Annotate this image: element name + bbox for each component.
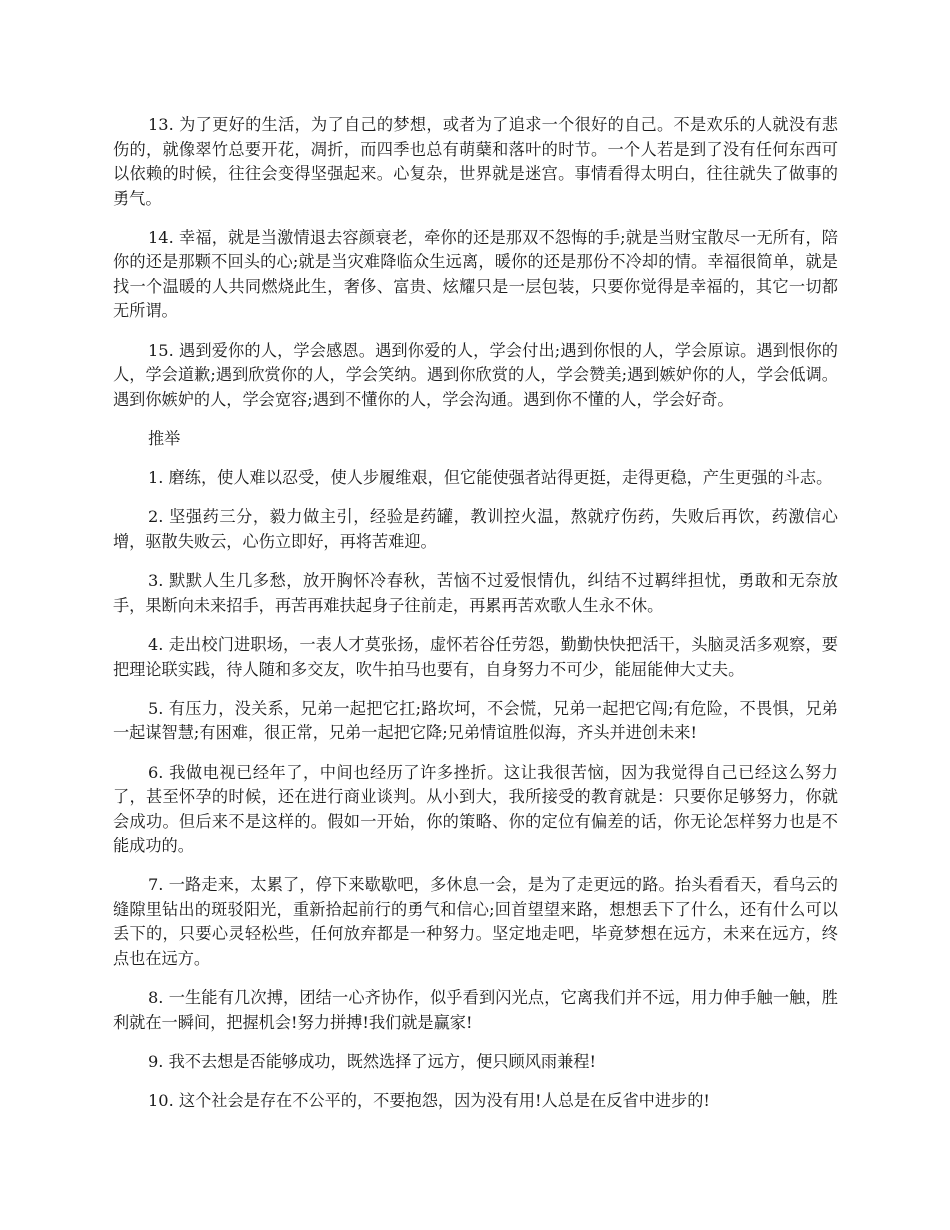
paragraph-15: 15. 遇到爱你的人，学会感恩。遇到你爱的人，学会付出;遇到你恨的人，学会原谅。遇到恨你的人，学会道歉;遇到欣赏你的人，学会笑纳。遇到你欣赏的人，学会赞美;遇到嫉妒你的人，学会低调。遇到你嫉妒的人，学会宽容;遇到不懂你的人，学会沟通。遇到你不懂的人，学会好奇。 <box>113 340 838 409</box>
paragraph-5: 5. 有压力，没关系，兄弟一起把它扛;路坎坷，不会慌，兄弟一起把它闯;有危险，不畏惧，兄弟一起谋智慧;有困难，很正常，兄弟一起把它降;兄弟情谊胜似海，齐头并进创未来! <box>113 698 838 743</box>
paragraph-14: 14. 幸福，就是当激情退去容颜衰老，牵你的还是那双不怨悔的手;就是当财宝散尽一无所有，陪你的还是那颗不回头的心;就是当灾难降临众生远离，暖你的还是那份不冷却的情。幸福很简单，就是找一个温暖的人共同燃烧此生，奢侈、富贵、炫耀只是一层包装，只要你觉得是幸福的，其它一切都无所谓。 <box>113 227 838 321</box>
paragraph-6: 6. 我做电视已经年了，中间也经历了许多挫折。这让我很苦恼，因为我觉得自己已经这么努力了，甚至怀孕的时候，还在进行商业谈判。从小到大，我所接受的教育就是：只要你足够努力，你就会成功。但后来不是这样的。假如一开始，你的策略、你的定位有偏差的话，你无论怎样努力也是不能成功的。 <box>113 762 838 856</box>
paragraph-1: 1. 磨练，使人难以忍受，使人步履维艰，但它能使强者站得更挺，走得更稳，产生更强的斗志。 <box>148 468 833 488</box>
document-page <box>113 113 838 1129</box>
paragraph-3: 3. 默默人生几多愁，放开胸怀冷春秋，苦恼不过爱恨情仇，纠结不过羁绊担忧，勇敢和无奈放手，果断向未来招手，再苦再难扶起身子往前走，再累再苦欢歌人生永不休。 <box>113 571 838 615</box>
paragraph-4: 4. 走出校门进职场，一表人才莫张扬，虚怀若谷任劳怨，勤勤快快把活干，头脑灵活多观察，要把理论联实践，待人随和多交友，吹牛拍马也要有，自身努力不可少，能屈能伸大丈夫。 <box>113 635 838 679</box>
section-heading: 推举 <box>148 428 181 448</box>
paragraph-9: 9. 我不去想是否能够成功，既然选择了远方，便只顾风雨兼程! <box>148 1052 596 1072</box>
paragraph-13: 13. 为了更好的生活，为了自己的梦想，或者为了追求一个很好的自己。不是欢乐的人就没有悲伤的，就像翠竹总要开花，凋折，而四季也总有萌蘖和落叶的时节。一个人若是到了没有任何东西可以依赖的时候，往往会变得坚强起来。心复杂，世界就是迷宫。事情看得太明白，往往就失了做事的勇气。 <box>113 115 838 208</box>
paragraph-7: 7. 一路走来，太累了，停下来歇歇吧，多休息一会，是为了走更远的路。抬头看看天，看乌云的缝隙里钻出的斑驳阳光，重新拾起前行的勇气和信心;回首望望来路，想想丢下了什么，还有什么可以丢下的，只要心灵轻松些，任何放弃都是一种努力。坚定地走吧，毕竟梦想在远方，未来在远方，终点也在远方。 <box>113 875 838 968</box>
paragraph-10: 10. 这个社会是存在不公平的，不要抱怨，因为没有用!人总是在反省中进步的! <box>148 1091 710 1111</box>
paragraph-8: 8. 一生能有几次搏，团结一心齐协作，似乎看到闪光点，它离我们并不远，用力伸手触一触，胜利就在一瞬间，把握机会!努力拼搏!我们就是赢家! <box>113 988 838 1032</box>
paragraph-2: 2. 坚强药三分，毅力做主引，经验是药罐，教训控火温，熬就疗伤药，失败后再饮，药激信心增，驱散失败云，心伤立即好，再将苦难迎。 <box>113 507 838 551</box>
